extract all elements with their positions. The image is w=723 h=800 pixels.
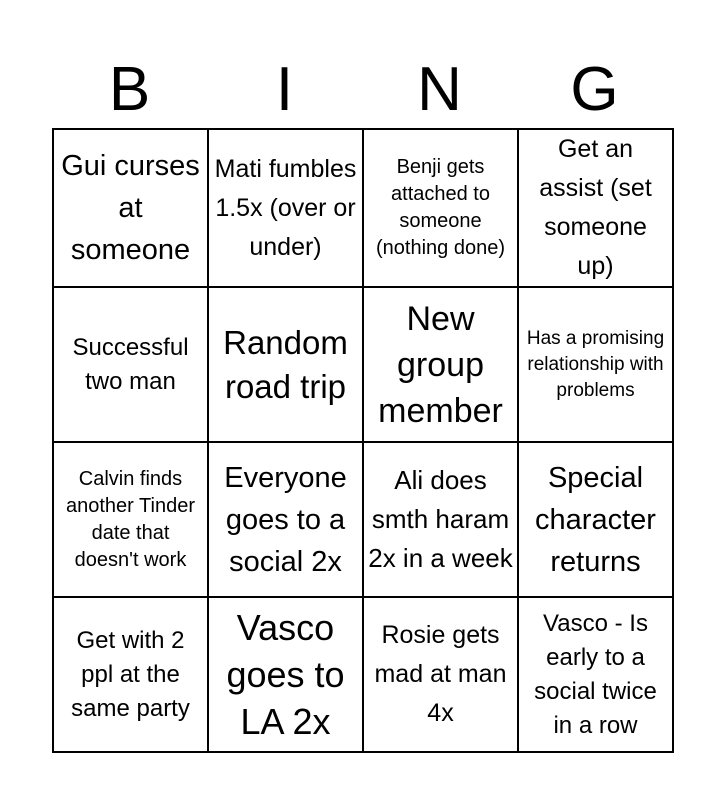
board-row bbox=[53, 129, 673, 287]
bingo-cell[interactable]: Ali does smth haram 2x in a week bbox=[363, 442, 518, 597]
header-letter-i: I bbox=[275, 55, 294, 124]
bingo-cell[interactable]: Rosie gets mad at man 4x bbox=[363, 597, 518, 752]
bingo-cell[interactable]: Random road trip bbox=[208, 287, 363, 442]
board-row bbox=[53, 442, 673, 597]
bingo-cell[interactable]: Calvin finds another Tinder date that doesn't work bbox=[53, 442, 208, 597]
bingo-cell[interactable]: New group member bbox=[363, 287, 518, 442]
bingo-cell[interactable]: Special character returns bbox=[518, 442, 673, 597]
bingo-cell[interactable]: Successful two man bbox=[53, 287, 208, 442]
bingo-cell[interactable]: Has a promising relationship with problems bbox=[518, 287, 673, 442]
bingo-cell[interactable]: Get an assist (set someone up) bbox=[518, 129, 673, 287]
bingo-cell[interactable]: Vasco - Is early to a social twice in a row bbox=[518, 597, 673, 752]
bingo-header bbox=[52, 52, 672, 128]
bingo-cell[interactable]: Vasco goes to LA 2x bbox=[208, 597, 363, 752]
header-letter-n: N bbox=[417, 55, 462, 124]
bingo-board bbox=[52, 128, 674, 753]
bingo-cell[interactable]: Gui curses at someone bbox=[53, 129, 208, 287]
header-letter-b: B bbox=[108, 55, 151, 124]
bingo-cell[interactable]: Get with 2 ppl at the same party bbox=[53, 597, 208, 752]
bingo-cell[interactable]: Everyone goes to a social 2x bbox=[208, 442, 363, 597]
header-letter-g: G bbox=[570, 55, 619, 124]
bingo-cell[interactable]: Mati fumbles 1.5x (over or under) bbox=[208, 129, 363, 287]
board-row bbox=[53, 287, 673, 442]
bingo-cell[interactable]: Benji gets attached to someone (nothing done) bbox=[363, 129, 518, 287]
board-row bbox=[53, 597, 673, 752]
